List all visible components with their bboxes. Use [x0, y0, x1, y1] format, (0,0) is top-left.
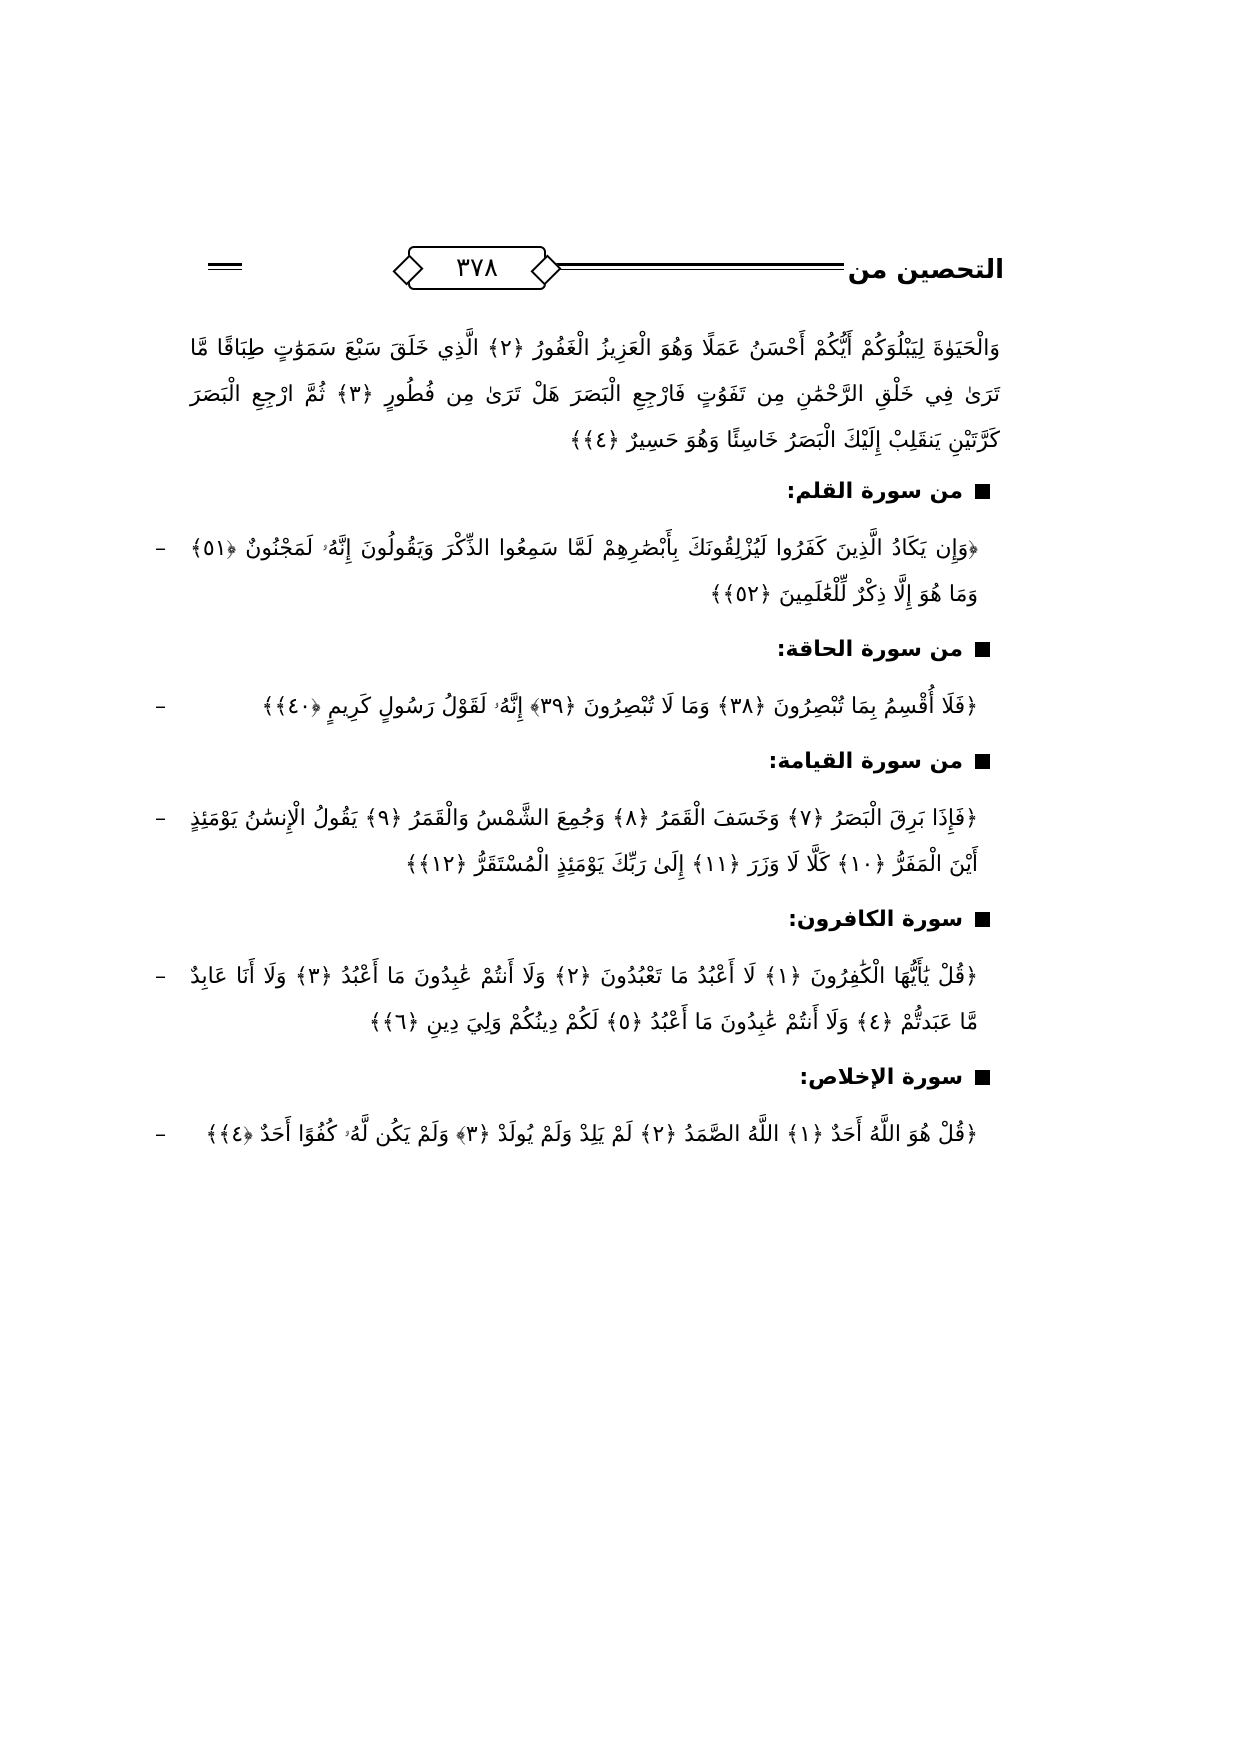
section-kafirun [155, 900, 1000, 1046]
section-heading [190, 742, 1000, 782]
item-dash: – [155, 964, 166, 989]
list-item [155, 954, 1000, 1046]
header-rule-tail [208, 263, 242, 270]
header-rule-double [553, 263, 844, 270]
item-dash: – [155, 694, 166, 719]
section-haqqa [155, 630, 1000, 730]
bullet-square-icon [975, 754, 990, 769]
bullet-square-icon [975, 1070, 990, 1085]
list-item [155, 526, 1000, 618]
page-number: ٣٧٨ [456, 253, 498, 283]
section-heading-text: من سورة القيامة: [768, 749, 963, 774]
list-item [155, 796, 1000, 888]
bullet-square-icon [975, 912, 990, 927]
verse-text: ﴿وَإِن يَكَادُ الَّذِينَ كَفَرُوا لَيُزْلِقُونَكَ بِأَبْصَٰرِهِمْ لَمَّا سَمِعُوا الذِّكْرَ وَيَقُولُونَ إِنَّهُۥ لَمَجْنُونٌ ﴿٥١﴾ وَمَا هُوَ إِلَّا ذِكْرٌ لِّلْعَٰلَمِينَ ﴿٥٢﴾﴾ [190, 536, 978, 607]
page-number-frame [408, 246, 546, 290]
bullet-square-icon [975, 484, 990, 499]
section-ikhlas [155, 1058, 1000, 1158]
intro-verse: وَالْحَيَوٰةَ لِيَبْلُوَكُمْ أَيُّكُمْ أَحْسَنُ عَمَلًا وَهُوَ الْعَزِيزُ الْغَفُورُ ﴿٢﴾ الَّذِي خَلَقَ سَبْعَ سَمَوَٰتٍ طِبَاقًا مَّا تَرَىٰ فِي خَلْقِ الرَّحْمَٰنِ مِن تَفَوُتٍ فَارْجِعِ الْبَصَرَ هَلْ تَرَىٰ مِن فُطُورٍ ﴿٣﴾ ثُمَّ ارْجِعِ الْبَصَرَ كَرَّتَيْنِ يَنقَلِبْ إِلَيْكَ الْبَصَرُ خَاسِئًا وَهُوَ حَسِيرٌ ﴿٤﴾﴾ [190, 336, 1000, 453]
section-qalam [155, 472, 1000, 618]
page-content [155, 326, 1000, 1170]
item-dash: – [155, 806, 166, 831]
section-heading-text: سورة الكافرون: [788, 907, 963, 932]
bullet-square-icon [975, 642, 990, 657]
section-heading [190, 630, 1000, 670]
verse-text: ﴿فَلَا أُقْسِمُ بِمَا تُبْصِرُونَ ﴿٣٨﴾ وَمَا لَا تُبْصِرُونَ ﴿٣٩﴾ إِنَّهُۥ لَقَوْلُ رَسُولٍ كَرِيمٍ ﴿٤٠﴾﴾ [261, 694, 978, 719]
section-heading [190, 900, 1000, 940]
item-dash: – [155, 536, 166, 561]
section-heading-text: سورة الإخلاص: [799, 1065, 963, 1090]
list-item [155, 1112, 1000, 1158]
page-header [208, 246, 1004, 294]
verse-text: ﴿قُلْ هُوَ اللَّهُ أَحَدٌ ﴿١﴾ اللَّهُ الصَّمَدُ ﴿٢﴾ لَمْ يَلِدْ وَلَمْ يُولَدْ ﴿٣﴾ وَلَمْ يَكُن لَّهُۥ كُفُوًا أَحَدٌ ﴿٤﴾﴾ [205, 1122, 978, 1147]
verse-text: ﴿قُلْ يَٰأَيُّهَا الْكَٰفِرُونَ ﴿١﴾ لَا أَعْبُدُ مَا تَعْبُدُونَ ﴿٢﴾ وَلَا أَنتُمْ عَٰبِدُونَ مَا أَعْبُدُ ﴿٣﴾ وَلَا أَنَا عَابِدٌ مَّا عَبَدتُّمْ ﴿٤﴾ وَلَا أَنتُمْ عَٰبِدُونَ مَا أَعْبُدُ ﴿٥﴾ لَكُمْ دِينُكُمْ وَلِيَ دِينِ ﴿٦﴾﴾ [190, 964, 979, 1035]
item-dash: – [155, 1122, 166, 1147]
section-heading [190, 472, 1000, 512]
section-heading-text: من سورة القلم: [786, 479, 963, 504]
section-heading-text: من سورة الحاقة: [776, 637, 963, 662]
section-qiyama [155, 742, 1000, 888]
section-heading [190, 1058, 1000, 1098]
page-title: التحصين من [847, 255, 1004, 285]
list-item [155, 684, 1000, 730]
verse-text: ﴿فَإِذَا بَرِقَ الْبَصَرُ ﴿٧﴾ وَخَسَفَ الْقَمَرُ ﴿٨﴾ وَجُمِعَ الشَّمْسُ وَالْقَمَرُ ﴿٩﴾ يَقُولُ الْإِنسَٰنُ يَوْمَئِذٍ أَيْنَ الْمَفَرُّ ﴿١٠﴾ كَلَّا لَا وَزَرَ ﴿١١﴾ إِلَىٰ رَبِّكَ يَوْمَئِذٍ الْمُسْتَقَرُّ ﴿١٢﴾﴾ [190, 806, 978, 877]
